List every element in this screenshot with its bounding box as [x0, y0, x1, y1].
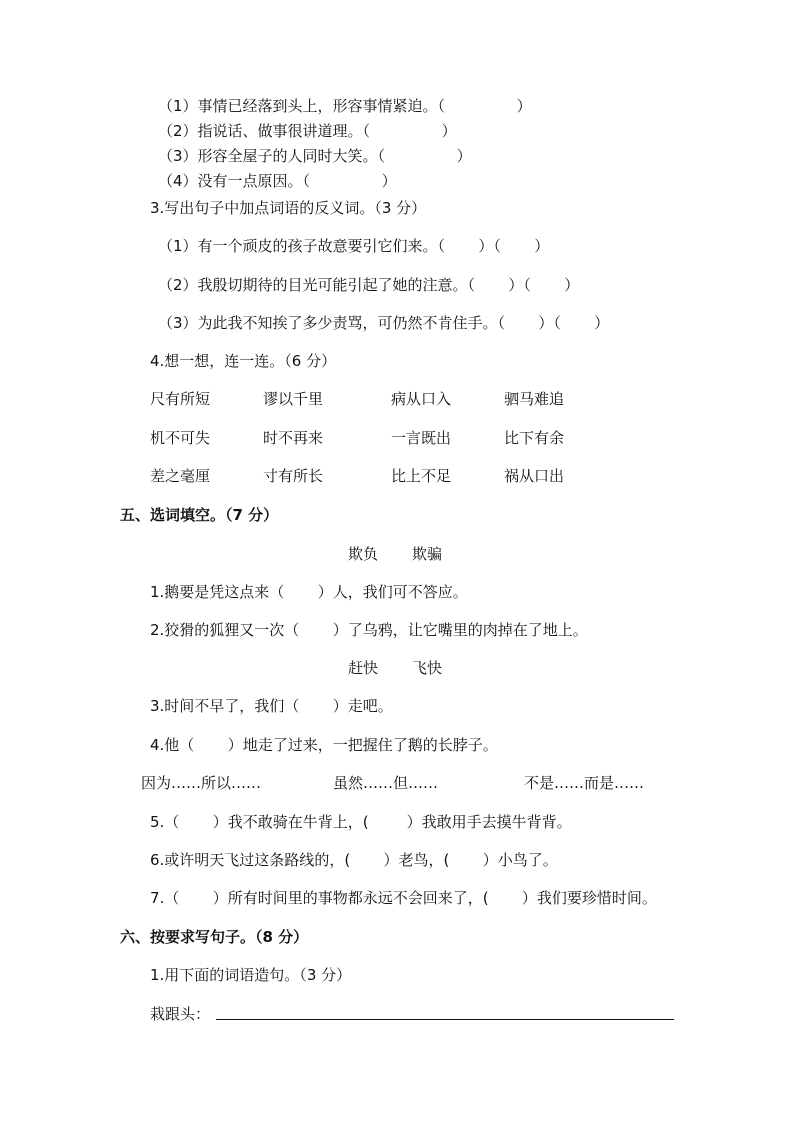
idiom-item-1: （1）事情已经落到头上，形容事情紧迫。（ ） — [158, 97, 532, 115]
idiom-cell[interactable]: 差之毫厘 — [150, 467, 211, 485]
section5-heading: 五、选词填空。（7 分） — [120, 506, 279, 524]
q3-heading: 3.写出句子中加点词语的反义词。（3 分） — [150, 199, 427, 217]
word-label: 栽跟头： — [150, 1005, 211, 1023]
idiom-cell[interactable]: 驷马难追 — [504, 390, 565, 408]
answer-line[interactable] — [216, 1019, 674, 1020]
s5-item-2: 2.狡猾的狐狸又一次（ ）了乌鸦，让它嘴里的肉掉在了地上。 — [150, 621, 588, 639]
s5-item-5: 5.（ ）我不敢骑在牛背上，( ）我敢用手去摸牛背背。 — [150, 813, 572, 831]
idiom-cell[interactable]: 比下有余 — [504, 429, 565, 447]
idiom-cell[interactable]: 祸从口出 — [504, 467, 565, 485]
word-choice: 赶快 — [348, 659, 379, 677]
idiom-cell[interactable]: 时不再来 — [263, 429, 324, 447]
idiom-cell[interactable]: 一言既出 — [391, 429, 452, 447]
s5-item-6: 6.或许明天飞过这条路线的，( ）老鸟，( ）小鸟了。 — [150, 851, 558, 869]
idiom-cell[interactable]: 病从口入 — [391, 390, 452, 408]
word-choice: 飞快 — [412, 659, 443, 677]
s5-item-1: 1.鹅要是凭这点来（ ）人，我们可不答应。 — [150, 583, 468, 601]
s5-item-4: 4.他（ ）地走了过来，一把握住了鹅的长脖子。 — [150, 736, 498, 754]
word-choice: 欺骗 — [412, 545, 443, 563]
s5-item-7: 7.（ ）所有时间里的事物都永远不会回来了，( ）我们要珍惜时间。 — [150, 889, 657, 907]
idiom-cell[interactable]: 尺有所短 — [150, 390, 211, 408]
word-choice: 欺负 — [348, 545, 379, 563]
section6-heading: 六、按要求写句子。（8 分） — [120, 928, 309, 946]
q3-item-1: （1）有一个顽皮的孩子故意要引它们来。（ ）（ ） — [158, 237, 550, 255]
connective: 因为……所以…… — [141, 774, 262, 792]
idiom-item-3: （3）形容全屋子的人同时大笑。（ ） — [158, 147, 472, 165]
idiom-item-2: （2）指说话、做事很讲道理。（ ） — [158, 122, 457, 140]
q3-item-3: （3）为此我不知挨了多少责骂，可仍然不肯住手。（ ）（ ） — [158, 314, 610, 332]
s5-item-3: 3.时间不早了，我们（ ）走吧。 — [150, 697, 393, 715]
q4-heading: 4.想一想，连一连。（6 分） — [150, 352, 337, 370]
idiom-cell[interactable]: 寸有所长 — [263, 467, 324, 485]
idiom-cell[interactable]: 机不可失 — [150, 429, 211, 447]
idiom-cell[interactable]: 比上不足 — [391, 467, 452, 485]
idiom-item-4: （4）没有一点原因。（ ） — [158, 172, 397, 190]
s6-q1: 1.用下面的词语造句。（3 分） — [150, 966, 352, 984]
q3-item-2: （2）我殷切期待的目光可能引起了她的注意。（ ）（ ） — [158, 276, 580, 294]
connective: 虽然……但…… — [333, 774, 439, 792]
idiom-cell[interactable]: 谬以千里 — [263, 390, 324, 408]
connective: 不是……而是…… — [524, 774, 645, 792]
